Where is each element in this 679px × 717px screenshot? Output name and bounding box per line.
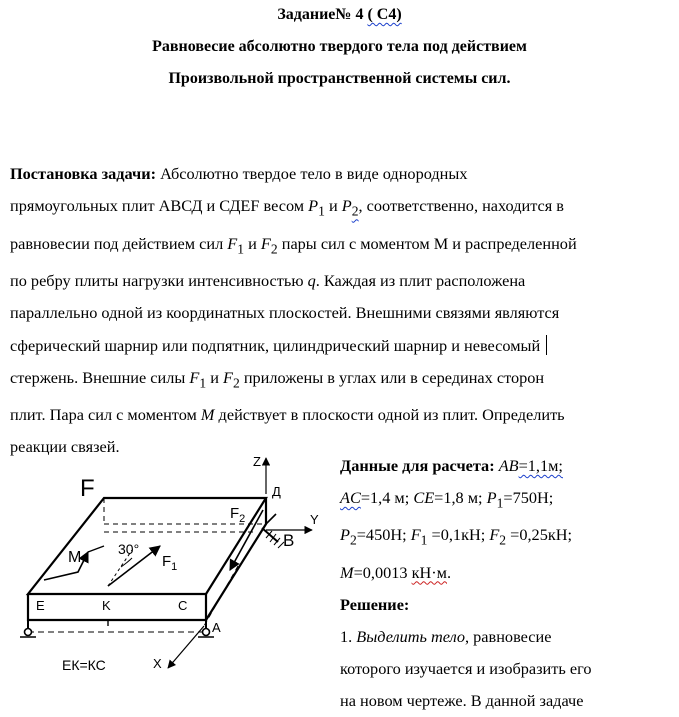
label-k: K [102,598,111,613]
solution-line-1: 1. Выделить тело, равновесие [340,626,552,646]
label-z: Z [253,454,261,469]
title-line-1: Равновесие абсолютно твердого тела под действием [152,38,527,55]
problem-line-2: прямоугольных плит АВСД и СДЕF весом $P_1$ и $P_2$, соответственно, находится в [10,196,564,219]
title-line-2: Произвольной пространственной системы сил. [168,70,511,87]
angle-arc [121,558,132,567]
data-line-4: M=0,0013 кН·м. [340,562,452,582]
data-line-1: Данные для расчета: AB=1,1м; [340,456,563,475]
text-cursor [546,335,547,355]
moment-m-stroke [88,546,104,552]
data-label: Данные для расчета: [340,456,495,475]
problem-line-6: сферический шарнир или подпятник, цилиндрический шарнир и невесомый [10,330,670,362]
label-x: X [153,656,162,671]
solution-label-line [340,589,670,621]
label-y: Y [310,512,319,527]
label-f: F [80,475,95,502]
label-a: A [212,620,221,635]
problem-line-8: плит. Пара сил с моментом M действует в плоскости одной из плит. Определить [10,405,565,425]
solution-line-3: на новом чертеже. В данной задаче [340,690,584,710]
data-column [340,450,670,717]
problem-label: Постановка задачи: [10,164,157,183]
task-number-heading [0,6,679,24]
label-angle: 30° [118,541,140,557]
data-line-2: AC=1,4 м; CE=1,8 м; $P_1=750Н$; [340,488,554,511]
label-f2: $F_2$ [230,505,246,525]
rod-b [266,514,276,524]
solution-line-2: которого изучается и изобразить его [340,658,592,678]
problem-line-3: равновесии под действием сил $F_1$ и $F_2$ пары сил с моментом М и распределенной [10,233,577,256]
problem-line-4: по ребру плиты нагрузки интенсивностью q. Каждая из плит расположена [10,271,526,291]
figure-caption: ЕК=КС [62,657,106,673]
label-f1: $F_1$ [162,553,178,573]
problem-line-5: параллельно одной из координатных плоскостей. Внешними связями являются [10,303,560,323]
problem-line-9: реакции связей. [10,437,120,457]
problem-statement [10,158,670,464]
task-number-text: Задание№ 4 [277,6,368,23]
task-code: ( С4) [367,6,402,23]
problem-line-7: стержень. Внешние силы $F_1$ и $F_2$ приложены в углах или в серединах сторон [10,367,545,390]
data-line-3: $P_2=450Н$; $F_1 =0,1кН$; $F_2 =0,25кН$; [340,525,573,548]
label-m: M [68,549,82,566]
label-c: C [178,598,188,613]
plate-diagram [8,446,330,686]
pin-a [203,629,210,636]
problem-line-1: Постановка задачи: Абсолютно твердое тело в виде однородных [10,164,468,183]
label-b: B [283,531,295,550]
label-e: E [36,598,45,613]
label-d: Д [272,484,281,499]
solution-label: Решение: [340,594,410,614]
pin-e [25,629,32,636]
